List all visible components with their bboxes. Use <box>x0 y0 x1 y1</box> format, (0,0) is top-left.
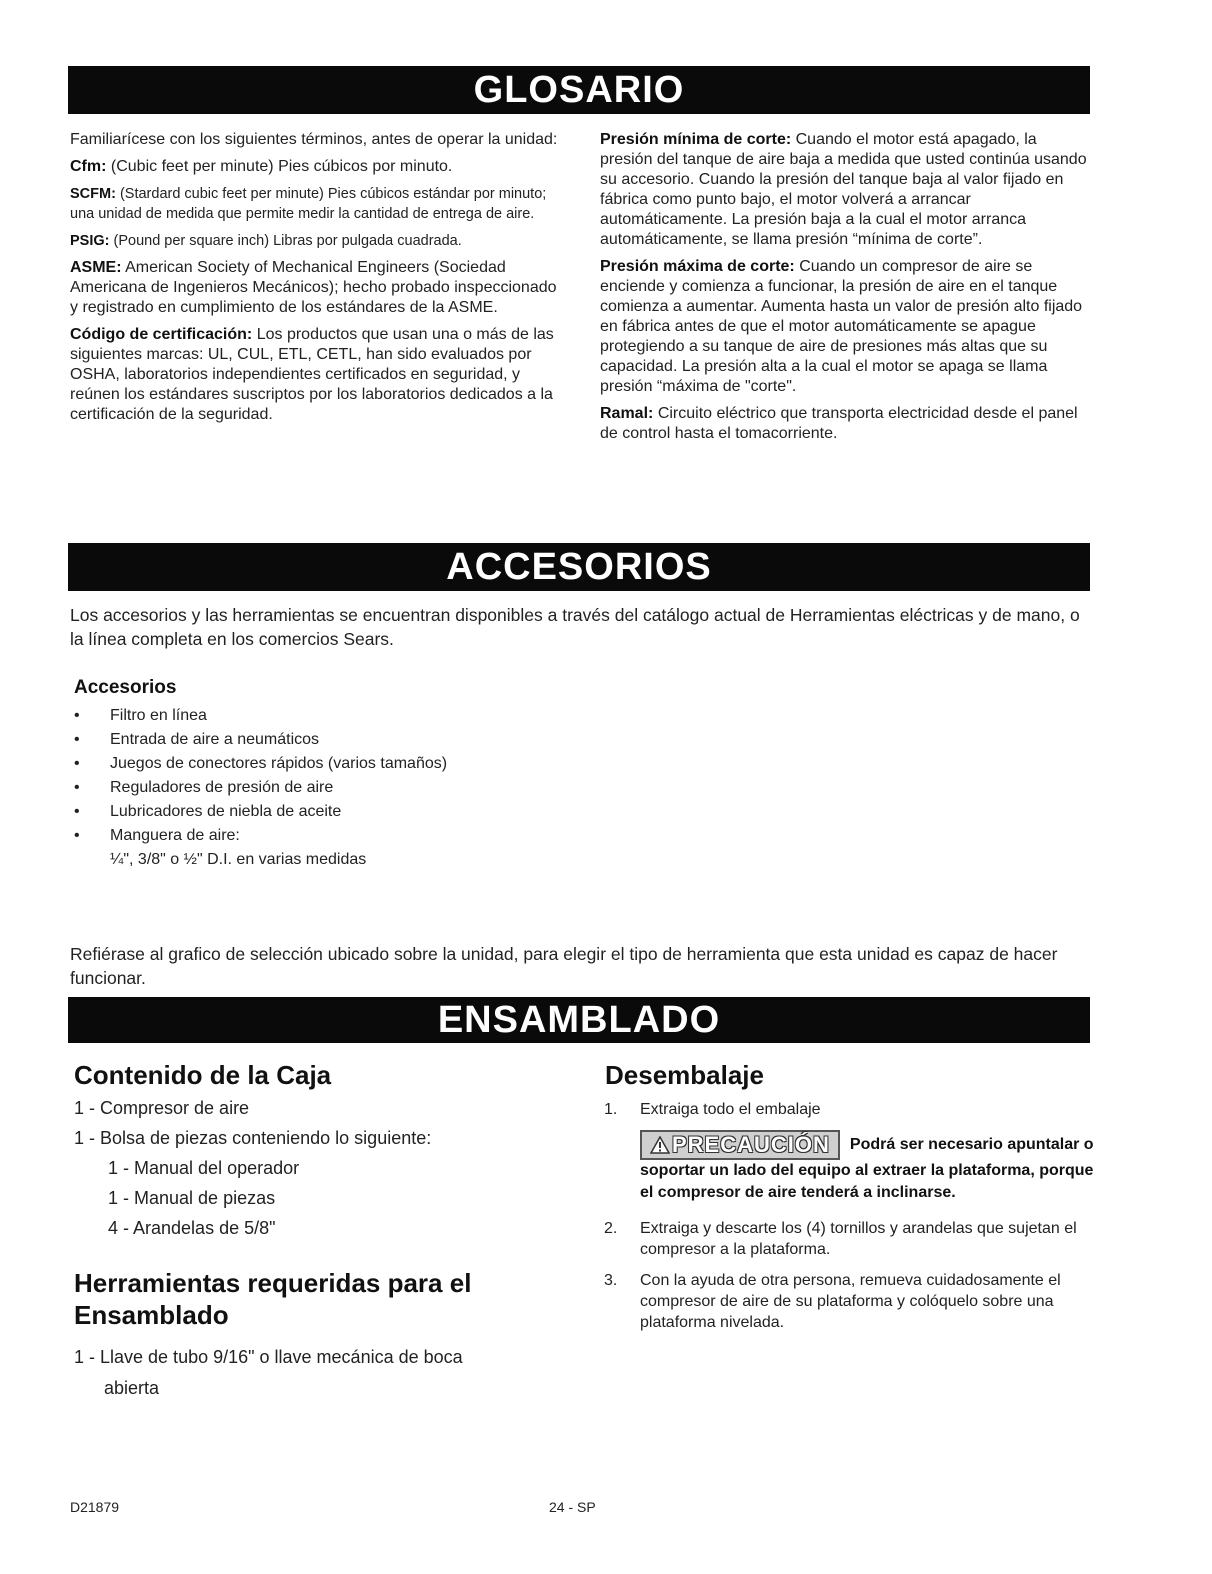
herramientas-item: 1 - Llave de tubo 9/16" o llave mecánica de boca abierta <box>74 1347 463 1398</box>
step-item: 2. Extraiga y descarte los (4) tornillos y arandelas que sujetan el compresor a la plataforma. <box>604 1220 1077 1258</box>
accesorios-title: ACCESORIOS <box>446 546 712 588</box>
hose-sizes: ¼", 3/8" o ½" D.I. en varias medidas <box>110 851 367 868</box>
list-item: 4 - Arandelas de 5/8" <box>108 1218 276 1238</box>
glosario-banner <box>68 66 1090 114</box>
caution-badge: PRECAUCIÓN <box>640 1130 840 1160</box>
glosario-term: PSIG: (Pound per square inch) Libras por pulgada cuadrada. <box>70 233 462 249</box>
desembalaje-title: Desembalaje <box>605 1060 764 1090</box>
glosario-term: Cfm: (Cubic feet per minute) Pies cúbicos por minuto. <box>70 158 453 175</box>
accesorios-list <box>70 704 670 872</box>
glosario-term: SCFM: (Stardard cubic feet per minute) Pies cúbicos estándar por minuto; una unidad de medida que permite medir la cantidad de entrega de aire. <box>70 186 547 222</box>
list-item: 1 - Bolsa de piezas conteniendo lo siguiente: <box>74 1128 432 1148</box>
selection-chart-note: Refiérase al grafico de selección ubicado sobre la unidad, para elegir el tipo de herramienta que esta unidad es capaz de hacer funcionar. <box>70 944 1058 988</box>
list-item: • Reguladores de presión de aire <box>74 779 334 796</box>
ensamblado-title: ENSAMBLADO <box>437 999 721 1041</box>
caja-title: Contenido de la Caja <box>74 1060 332 1090</box>
glosario-term: Presión máxima de corte: Cuando un compresor de aire se enciende y comienza a funcionar, la presión de aire en el tanque comienza a aumentar. Aumenta hasta un valor de presión alto fijado en fábrica antes de que el motor automáticamente se apague protegiendo a su tanque de aire de presiones más altas que su capacidad. La presión alta a la cual el motor se apaga se llama presión “máxima de "corte". <box>600 258 1083 395</box>
accesorios-intro: Los accesorios y las herramientas se encuentran disponibles a través del catálogo actual de Herramientas eléctricas y de mano, o la línea completa en los comercios Sears. <box>70 605 1080 649</box>
desembalaje-steps <box>604 1099 1094 1343</box>
caution-text: Podrá ser necesario apuntalar o soportar un lado del equipo al extraer la plataforma, porque el compresor de aire tenderá a inclinarse. <box>640 1136 1094 1201</box>
list-item: 1 - Manual de piezas <box>108 1188 276 1208</box>
list-item: • Juegos de conectores rápidos (varios tamaños) <box>74 755 448 772</box>
glosario-term: Presión mínima de corte: Cuando el motor está apagado, la presión del tanque de aire baja a medida que usted continúa usando su accesorio. Cuando la presión del tanque baja al valor fijado en fábrica como punto bajo, el motor volverá a arrancar automáticamente. La presión baja a la cual el motor arranca automáticamente, se llama presión “mínima de corte”. <box>600 131 1087 248</box>
glosario-term: Código de certificación: Los productos que usan una o más de las siguientes marcas: UL, CUL, ETL, CETL, han sido evaluados por OSHA, laboratorios independientes certificados en seguridad, y reúnen los estándares suscriptos por los laboratorios dedicados a la certificación de la seguridad. <box>70 326 554 423</box>
glosario-term: Ramal: Circuito eléctrico que transporta electricidad desde el panel de control hasta el tomacorriente. <box>600 405 1078 442</box>
list-item: 1 - Manual del operador <box>108 1158 300 1178</box>
glosario-left-column <box>70 130 560 432</box>
caution-block <box>640 1130 1094 1204</box>
list-item: • Filtro en línea <box>74 707 207 724</box>
glosario-term: ASME: American Society of Mechanical Engineers (Sociedad Americana de Ingenieros Mecánicos); hecho probado inspeccionado y registrado en cumplimiento de los estándares de la ASME. <box>70 259 557 316</box>
page-number: 24 - SP <box>549 1499 596 1515</box>
accesorios-banner <box>68 543 1090 591</box>
warning-triangle-icon <box>650 1136 670 1154</box>
step-item: 1. Extraiga todo el embalaje <box>604 1101 821 1118</box>
glosario-right-column <box>600 130 1090 451</box>
accesorios-subtitle: Accesorios <box>74 677 177 698</box>
list-item: • Lubricadores de niebla de aceite <box>74 803 342 820</box>
glosario-intro: Familiarícese con los siguientes términos, antes de operar la unidad: <box>70 131 558 148</box>
caja-list <box>74 1093 431 1243</box>
herramientas-title: Herramientas requeridas para el Ensamblado <box>74 1268 472 1330</box>
list-item: • Entrada de aire a neumáticos <box>74 731 320 748</box>
step-item: 3. Con la ayuda de otra persona, remueva cuidadosamente el compresor de aire de su plataforma y colóquelo sobre una plataforma nivelada. <box>604 1272 1061 1331</box>
list-item: 1 - Compresor de aire <box>74 1098 250 1118</box>
glosario-title: GLOSARIO <box>473 69 685 111</box>
ensamblado-banner <box>68 997 1090 1043</box>
list-item: • Manguera de aire: ¼", 3/8" o ½" D.I. en varias medidas <box>70 824 670 872</box>
document-code: D21879 <box>70 1499 120 1515</box>
